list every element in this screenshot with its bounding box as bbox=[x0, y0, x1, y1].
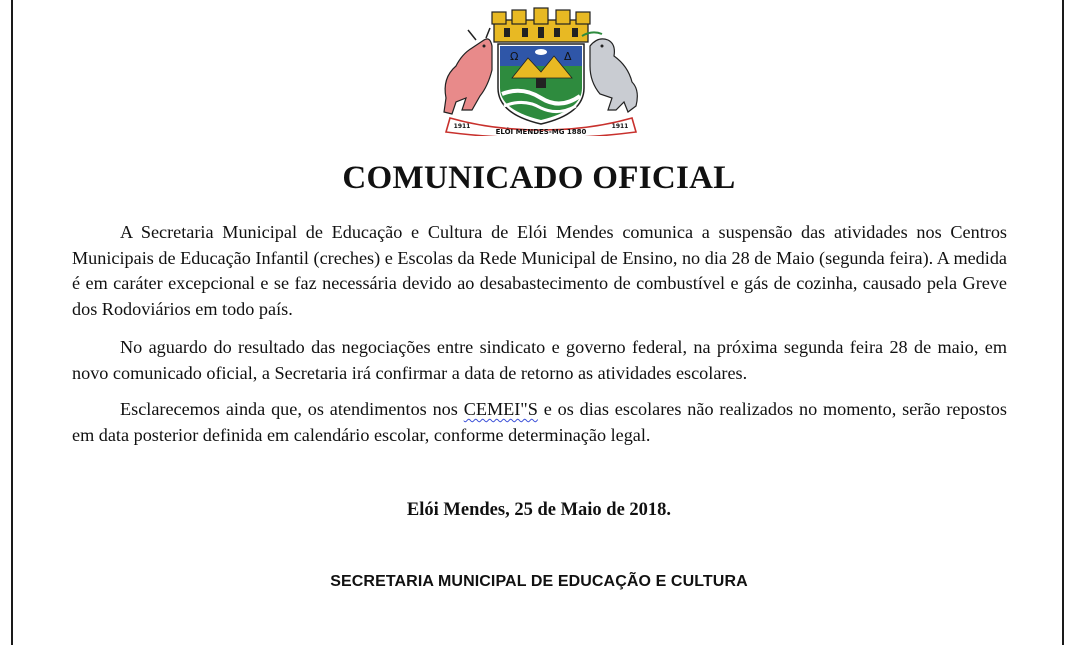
right-border-line bbox=[1062, 0, 1064, 645]
mural-crown-icon bbox=[492, 8, 590, 42]
bull-supporter-icon bbox=[444, 28, 492, 114]
paragraph-2: No aguardo do resultado das negociações entre sindicato e governo federal, na próxima segunda feira 28 de maio, em novo comunicado oficial, a Secretaria irá confirmar a data de retorno as atividades escolares. bbox=[72, 337, 1007, 383]
svg-text:ELÓI MENDES-MG 1880: ELÓI MENDES-MG 1880 bbox=[495, 128, 587, 136]
document-title: COMUNICADO OFICIAL bbox=[342, 160, 736, 196]
svg-text:1911: 1911 bbox=[453, 123, 471, 130]
svg-text:1911: 1911 bbox=[611, 123, 629, 130]
signature-line: SECRETARIA MUNICIPAL DE EDUCAÇÃO E CULTURA bbox=[330, 573, 748, 590]
left-border-line bbox=[11, 0, 13, 645]
paragraph-3-start: Esclarecemos ainda que, os atendimentos nos bbox=[120, 399, 464, 419]
dateline: Elói Mendes, 25 de Maio de 2018. bbox=[406, 500, 672, 520]
paragraph-1: A Secretaria Municipal de Educação e Cultura de Elói Mendes comunica a suspensão das atividades nos Centros Municipais de Educação Infantil (creches) e Escolas da Rede Municipal de Ensino, no dia 28 de Maio (segunda feira). A medida é em caráter excepcional e se faz necessária devido ao desabastecimento de combustível e gás de cozinha, causado pela Greve dos Rodoviários em todo país. bbox=[72, 222, 1007, 319]
paragraph-3-end: e os dias escolares não realizados no momento, serão repostos em data posterior definida em calendário escolar, conforme determinação legal. bbox=[72, 399, 1007, 445]
svg-text:Δ: Δ bbox=[564, 50, 572, 63]
spellcheck-flagged-term: CEMEI"S bbox=[463, 399, 538, 419]
municipal-coat-of-arms bbox=[432, 6, 650, 136]
svg-text:Ω: Ω bbox=[510, 50, 519, 63]
shield-icon bbox=[498, 44, 584, 124]
horse-supporter-icon bbox=[582, 32, 637, 112]
paragraph-3 bbox=[72, 397, 1007, 448]
